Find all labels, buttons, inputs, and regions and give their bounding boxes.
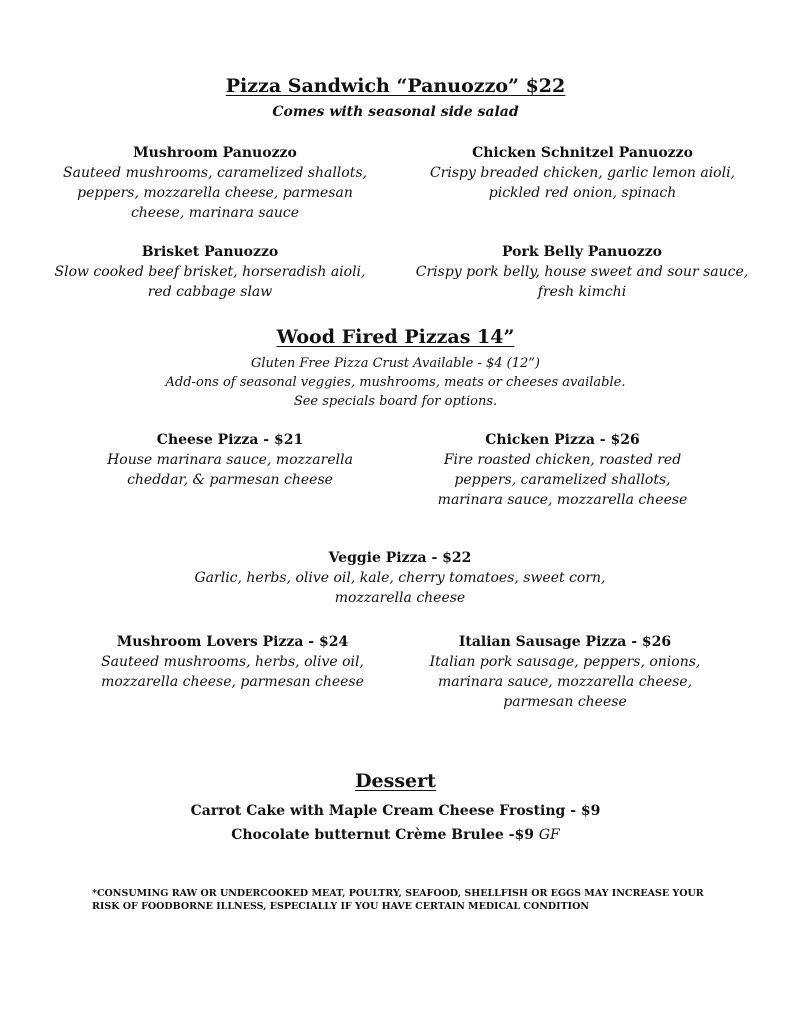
item-description: Italian pork sausage, peppers, onions, marinara sauce, mozzarella cheese, parmesan cheese [429, 654, 701, 710]
panuozzo-subtitle: Comes with seasonal side salad [272, 104, 519, 120]
item-name: Chicken Pizza - $26 [485, 432, 640, 448]
menu-item [85, 430, 375, 490]
item-description: Crispy breaded chicken, garlic lemon aioli, pickled red onion, spinach [429, 165, 736, 201]
menu-item [50, 242, 370, 302]
pizzas-note: See specials board for options. [293, 394, 498, 409]
item-description: Crispy pork belly, house sweet and sour sauce, fresh kimchi [415, 264, 749, 300]
item-name: Italian Sausage Pizza - $26 [458, 634, 672, 650]
item-name: Chicken Schnitzel Panuozzo [472, 145, 693, 161]
menu-item [180, 548, 620, 608]
item-description: Fire roasted chicken, roasted red peppers, caramelized shallots, marinara sauce, mozzarella cheese [437, 452, 688, 508]
menu-item [412, 242, 752, 302]
pizzas-note: Gluten Free Pizza Crust Available - $4 (12”) [251, 356, 540, 371]
menu-item [80, 632, 385, 692]
item-name: Cheese Pizza - $21 [156, 432, 304, 448]
item-description: House marinara sauce, mozzarella cheddar, & parmesan cheese [107, 452, 353, 488]
item-name: Veggie Pizza - $22 [328, 550, 472, 566]
panuozzo-title: Pizza Sandwich “Panuozzo” $22 [225, 75, 566, 97]
item-description: Slow cooked beef brisket, horseradish aioli, red cabbage slaw [54, 264, 366, 300]
dessert-item [0, 800, 791, 822]
dessert-name: Carrot Cake with Maple Cream Cheese Frosting - $9 [190, 803, 601, 819]
menu-item [415, 143, 750, 203]
dessert-item [0, 824, 791, 846]
pizzas-note: Add-ons of seasonal veggies, mushrooms, meats or cheeses available. [165, 375, 626, 390]
item-name: Mushroom Panuozzo [133, 145, 297, 161]
item-name: Brisket Panuozzo [141, 244, 279, 260]
pizzas-title: Wood Fired Pizzas 14” [276, 326, 515, 348]
item-description: Sauteed mushrooms, herbs, olive oil, mozzarella cheese, parmesan cheese [101, 654, 364, 690]
menu-item [420, 430, 705, 510]
item-name: Mushroom Lovers Pizza - $24 [116, 634, 349, 650]
disclaimer: *CONSUMING RAW OR UNDERCOOKED MEAT, POULTRY, SEAFOOD, SHELLFISH OR EGGS MAY INCREASE YOUR RISK OF FOODBORNE ILLNESS, ESPECIALLY IF YOU HAVE CERTAIN MEDICAL CONDITION [92, 888, 704, 912]
dessert-title: Dessert [355, 770, 436, 792]
gluten-free-tag: GF [538, 827, 560, 843]
item-name: Pork Belly Panuozzo [502, 244, 662, 260]
menu-item [425, 632, 705, 712]
menu-item [55, 143, 375, 223]
item-description: Sauteed mushrooms, caramelized shallots, peppers, mozzarella cheese, parmesan cheese, marinara sauce [63, 165, 367, 221]
item-description: Garlic, herbs, olive oil, kale, cherry tomatoes, sweet corn, mozzarella cheese [194, 570, 606, 606]
dessert-name: Chocolate butternut Crème Brulee -$9 [231, 827, 534, 843]
